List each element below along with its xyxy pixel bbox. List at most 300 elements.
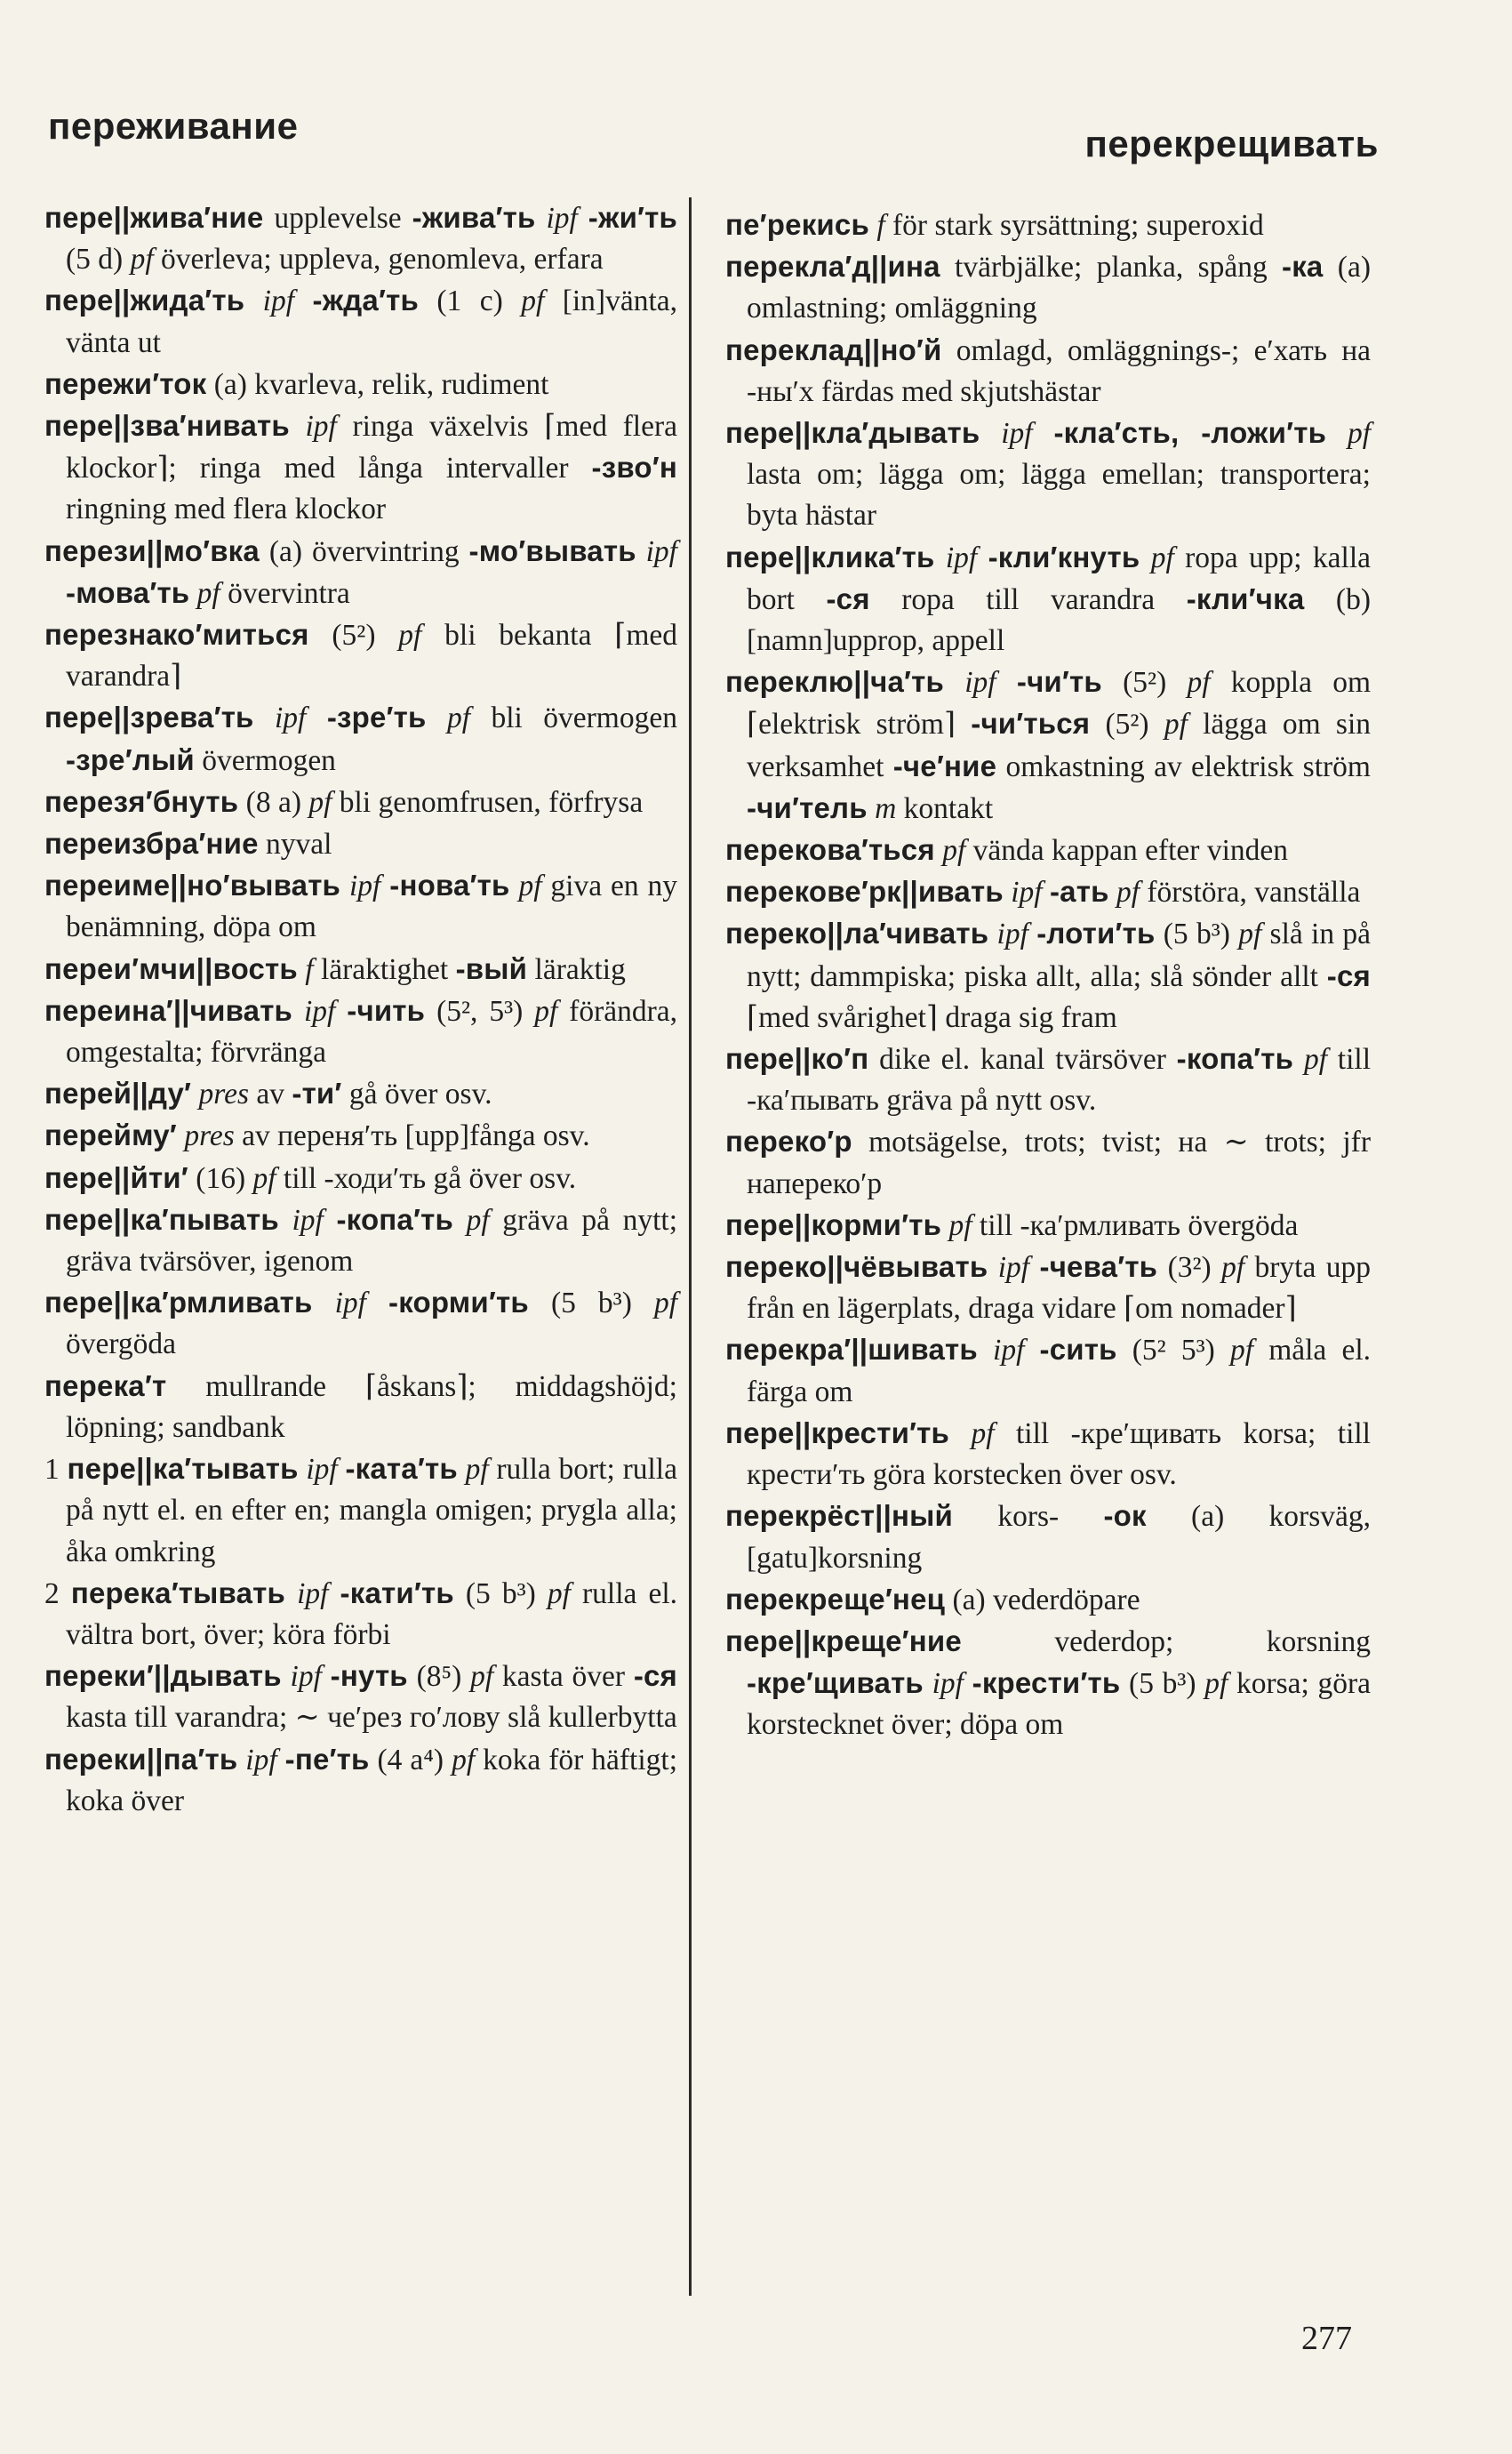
grammar-label: pf xyxy=(470,1660,494,1694)
headword: переи′мчи||вость xyxy=(44,951,298,985)
subentry-form: -мова′ть xyxy=(66,575,190,609)
headword: пере||йти′ xyxy=(44,1160,188,1194)
definition-text: (5 b³) xyxy=(1155,918,1239,951)
headword: переклю||ча′ть xyxy=(725,665,944,699)
dictionary-entry xyxy=(725,1205,1371,1247)
grammar-label: pf xyxy=(130,243,154,277)
definition-text xyxy=(328,1577,340,1610)
headword: переиме||но′вывать xyxy=(44,869,341,902)
subentry-form: -кли′кнуть xyxy=(988,540,1140,573)
dictionary-entry xyxy=(725,1329,1371,1412)
subentry-form: -корми′ть xyxy=(388,1286,529,1319)
grammar-label: pf xyxy=(1221,1251,1245,1285)
headword: переки||па′ть xyxy=(44,1742,238,1776)
definition-text xyxy=(1024,1334,1039,1367)
dictionary-entry xyxy=(44,1448,677,1573)
definition-text: kasta till varandra; ∼ че′рез го′лову slå kullerbytta xyxy=(66,1701,677,1735)
grammar-label: ipf xyxy=(997,1251,1030,1285)
definition-text: läraktighet xyxy=(313,952,456,986)
subentry-form: -ся xyxy=(1326,958,1371,992)
headword: пере||корми′ть xyxy=(725,1207,942,1241)
grammar-label: pf xyxy=(971,1416,995,1450)
grammar-label: pf xyxy=(196,576,220,610)
subentry-form: -ся xyxy=(633,1659,678,1693)
definition-text xyxy=(1033,417,1054,450)
dictionary-entry xyxy=(44,1366,677,1448)
grammar-label: pf xyxy=(521,285,545,318)
dictionary-entry xyxy=(44,697,677,781)
headword: перезнако′миться xyxy=(44,618,309,652)
grammar-label: pf xyxy=(252,1161,276,1195)
grammar-label: ipf xyxy=(292,1203,324,1237)
definition-text xyxy=(988,918,996,950)
dictionary-entry xyxy=(725,913,1371,1039)
definition-text: (5 b³) xyxy=(453,1576,548,1610)
grammar-label: pf xyxy=(1116,876,1140,910)
definition-text: bli bekanta ⌈med varandra⌉ xyxy=(66,619,677,694)
definition-text xyxy=(244,285,262,317)
dictionary-entry xyxy=(44,280,677,363)
dictionary-entry xyxy=(44,405,677,531)
definition-text xyxy=(1029,1251,1039,1284)
headword: перезя′бнуть xyxy=(44,784,239,818)
dictionary-entry xyxy=(725,1621,1371,1746)
headword: перекова′ться xyxy=(725,833,935,867)
definition-text: övervintra xyxy=(220,576,350,610)
definition-text xyxy=(988,1251,997,1284)
headword: пере||клика′ть xyxy=(725,540,935,573)
definition-text: motsägelse, trots; tvist; на ∼ trots; jfr наперeко′р xyxy=(747,1126,1371,1200)
dictionary-entry xyxy=(44,1573,677,1656)
subentry-form: -копа′ть xyxy=(1176,1042,1294,1076)
grammar-label: pf xyxy=(398,619,422,653)
definition-text xyxy=(285,1577,297,1610)
grammar-label: pf xyxy=(1204,1667,1228,1701)
dictionary-entry xyxy=(44,1282,677,1365)
grammar-label: ipf xyxy=(1011,876,1043,910)
subentry-form: -ти′ xyxy=(292,1077,342,1111)
definition-text: (5², 5³) xyxy=(425,994,535,1028)
definition-text: (16) xyxy=(188,1161,253,1195)
definition-text: mullrande ⌈åskans⌉; middagshöjd; löpning; sandbank xyxy=(66,1369,677,1444)
headword: перези||мо′вка xyxy=(44,533,260,567)
headword: пере||зрева′ть xyxy=(44,701,254,734)
grammar-label: ipf xyxy=(245,1743,277,1776)
definition-text xyxy=(277,1744,285,1776)
definition-text: (5²) xyxy=(308,619,399,653)
dictionary-entry xyxy=(44,949,677,990)
grammar-label: pf xyxy=(1164,708,1188,742)
definition-text: (a) vederdöpare xyxy=(945,1583,1140,1616)
dictionary-entry xyxy=(725,662,1371,830)
dictionary-entry xyxy=(725,413,1371,537)
definition-text: överleva; uppleva, genomleva, erfara xyxy=(153,243,604,277)
headword: перей||ду′ xyxy=(44,1077,192,1111)
grammar-label: pf xyxy=(1238,918,1262,951)
subentry-form: -жива′ть xyxy=(412,201,536,234)
column-divider xyxy=(689,197,692,2296)
definition-text: av xyxy=(249,1078,292,1111)
subentry-form: -вый xyxy=(455,951,528,985)
definition-text: (8⁵) xyxy=(407,1660,471,1694)
headword: перекове′рк||ивать xyxy=(725,875,1004,909)
dictionary-entry xyxy=(44,782,677,823)
definition-text: koppla om ⌈elektrisk ström⌉ xyxy=(747,666,1372,742)
dictionary-entry xyxy=(44,1073,677,1115)
headword: пере||креще′ние xyxy=(725,1624,962,1657)
subentry-form: -чить xyxy=(347,993,426,1027)
definition-text: till -ка′пывать gräva på nytt osv. xyxy=(747,1043,1372,1118)
grammar-label: ipf xyxy=(546,202,578,235)
definition-text: (a) omlastning; omläggning xyxy=(747,251,1371,325)
subentry-form: -ать xyxy=(1049,875,1109,909)
headword: пере||крести′ть xyxy=(725,1415,950,1449)
definition-text: vända kappan efter vinden xyxy=(965,834,1289,868)
definition-text: (b) [namn]upprop, appell xyxy=(747,582,1371,658)
definition-text: övergöda xyxy=(66,1327,177,1361)
definition-text: (5 d) xyxy=(66,243,131,277)
grammar-label: pf xyxy=(653,1287,678,1320)
subentry-form: -чи′тель xyxy=(747,790,868,824)
definition-text: (a) övervintring xyxy=(259,534,469,568)
definition-text: bryta upp från en lägerplats, draga vidare ⌈om nomader⌉ xyxy=(747,1251,1371,1326)
definition-text xyxy=(1140,541,1150,574)
definition-text xyxy=(290,410,306,443)
grammar-label: ipf xyxy=(297,1576,329,1610)
definition-text xyxy=(977,541,988,574)
definition-text: omkastning av elektrisk ström xyxy=(996,750,1371,783)
definition-text: måla el. färga om xyxy=(747,1334,1372,1408)
definition-text xyxy=(935,834,942,867)
dictionary-entry xyxy=(44,364,677,405)
dictionary-entry xyxy=(44,1739,677,1822)
definition-text xyxy=(189,577,196,610)
subentry-form: -ся xyxy=(826,581,870,615)
headword: перекра′||шивать xyxy=(725,1333,978,1367)
definition-text: (5²) xyxy=(1090,708,1164,742)
definition-text: till -кре′щивать korsa; till кpести′ть göra korstecken över osv. xyxy=(747,1416,1371,1492)
dictionary-entry xyxy=(44,614,677,697)
grammar-label: pres xyxy=(198,1078,249,1111)
definition-text xyxy=(1293,1043,1304,1076)
definition-text: av переня′ть [upp]fånga osv. xyxy=(234,1119,590,1153)
definition-text: (5² 5³) xyxy=(1116,1334,1230,1367)
dictionary-entry xyxy=(44,531,677,614)
subentry-form: -кре′щивать xyxy=(747,1666,924,1700)
definition-text: gå över osv. xyxy=(341,1078,492,1111)
grammar-label: pf xyxy=(942,834,966,868)
grammar-label: pf xyxy=(1187,666,1211,700)
dictionary-entry xyxy=(44,1656,677,1738)
definition-text: bli genomfrusen, förfrysa xyxy=(332,785,644,819)
definition-text xyxy=(1028,918,1036,950)
grammar-label: pf xyxy=(547,1576,571,1610)
dictionary-entry xyxy=(725,330,1371,413)
page-number: 277 xyxy=(1301,2320,1352,2357)
definition-text xyxy=(294,285,312,317)
definition-text xyxy=(427,702,447,734)
grammar-label: ipf xyxy=(290,1660,322,1694)
headword: переко′р xyxy=(725,1125,852,1159)
definition-text: till -ходи′ть gå över osv. xyxy=(276,1161,577,1195)
right-column xyxy=(725,204,1371,1746)
headword: переина′||чивать xyxy=(44,993,293,1027)
definition-text xyxy=(510,870,519,902)
definition-text: rulla bort; rulla på nytt el. en efter en; mangla omigen; prygla alla; åka omkring xyxy=(66,1453,677,1568)
grammar-label: ipf xyxy=(275,702,307,735)
headword: переко||чёвывать xyxy=(725,1250,988,1284)
definition-text: (a) korsväg, [gatu]korsning xyxy=(747,1500,1371,1575)
running-head-left: переживание xyxy=(48,105,299,147)
subentry-form: -чи′ть xyxy=(1016,665,1102,699)
subentry-form: -кати′ть xyxy=(340,1576,454,1609)
definition-text xyxy=(949,1417,971,1450)
definition-text: [in]vänta, vänta ut xyxy=(66,285,678,359)
definition-text xyxy=(237,1744,245,1776)
definition-text: förändra, omgestalta; förvränga xyxy=(66,994,677,1070)
headword: перека′тывать xyxy=(70,1576,286,1609)
grammar-label: ipf xyxy=(334,1287,366,1320)
definition-text xyxy=(254,702,275,734)
definition-text xyxy=(191,1078,198,1111)
definition-text: lasta om; lägga om; lägga emellan; transportera; byta hästar xyxy=(747,458,1371,533)
grammar-label: ipf xyxy=(993,1334,1025,1367)
headword: пере||ка′тывать xyxy=(67,1452,299,1486)
subentry-form: -жи′ть xyxy=(588,201,678,234)
definition-text xyxy=(306,702,326,734)
definition-text: förstöra, vanställa xyxy=(1140,876,1361,910)
subentry-form: -копа′ть xyxy=(336,1202,453,1236)
subentry-form: -че′ние xyxy=(892,749,997,782)
headword: пере||ко′п xyxy=(725,1042,869,1076)
headword: перекреще′нец xyxy=(725,1582,946,1616)
grammar-label: pf xyxy=(308,785,332,819)
dictionary-entry xyxy=(44,990,677,1073)
definition-text: slå in på nytt; dammpiska; piska allt, alla; slå sönder allt xyxy=(747,918,1372,993)
definition-text: kors- xyxy=(953,1500,1104,1534)
grammar-label: ipf xyxy=(262,285,295,318)
definition-text xyxy=(964,1667,972,1700)
definition-text xyxy=(312,1287,334,1319)
definition-text: (3²) xyxy=(1157,1251,1222,1285)
definition-text xyxy=(1043,876,1050,909)
headword: пере||ка′рмливать xyxy=(44,1286,313,1319)
grammar-label: m xyxy=(875,791,897,825)
headword: переклад||но′й xyxy=(725,333,942,366)
grammar-label: pf xyxy=(518,870,542,903)
subentry-form: -лоти′ть xyxy=(1036,917,1156,950)
dictionary-entry xyxy=(725,246,1371,329)
definition-text: nyval xyxy=(258,828,332,862)
subentry-form: -зре′лый xyxy=(66,742,195,776)
headword: перекла′д||ина xyxy=(725,250,940,284)
dictionary-entry xyxy=(725,830,1371,871)
definition-text: dike el. kanal tvärsöver xyxy=(868,1043,1177,1077)
dictionary-entry xyxy=(44,1115,677,1157)
subentry-form: -ок xyxy=(1103,1499,1147,1533)
definition-text xyxy=(636,535,646,568)
definition-text xyxy=(279,1204,292,1237)
definition-text: lägga om sin verksamhet xyxy=(747,708,1372,783)
definition-text: bli övermogen xyxy=(470,702,677,735)
definition-text xyxy=(535,202,546,235)
definition-text xyxy=(578,202,588,235)
grammar-label: pres xyxy=(184,1119,235,1153)
grammar-label: ipf xyxy=(645,534,677,568)
grammar-label: ipf xyxy=(996,918,1028,951)
definition-text: till -ка′рмливать övergöda xyxy=(972,1208,1299,1242)
dictionary-entry xyxy=(44,197,677,280)
dictionary-entry xyxy=(725,1121,1371,1204)
subentry-form: -пе′ть xyxy=(284,1742,370,1776)
definition-text: rulla el. vältra bort, över; köra förbi xyxy=(66,1576,678,1651)
headword: пере||кла′дывать xyxy=(725,416,980,450)
grammar-label: ipf xyxy=(945,541,978,574)
grammar-label: pf xyxy=(1229,1334,1254,1367)
dictionary-entry xyxy=(725,1413,1371,1496)
definition-text xyxy=(335,995,347,1028)
dictionary-entry xyxy=(725,1579,1371,1621)
headword: пережи′ток xyxy=(44,366,207,400)
dictionary-entry xyxy=(725,1039,1371,1121)
definition-text xyxy=(324,1204,337,1237)
definition-text: ropa till varandra xyxy=(869,582,1187,616)
grammar-label: pf xyxy=(1150,541,1174,574)
grammar-label: ipf xyxy=(964,666,996,700)
definition-text: (5 b³) xyxy=(1120,1667,1205,1701)
grammar-label: pf xyxy=(534,994,558,1028)
headword: пере||ка′пывать xyxy=(44,1202,279,1236)
definition-text xyxy=(868,792,875,825)
definition-text xyxy=(996,666,1017,699)
definition-text: (1 c) xyxy=(418,285,522,318)
definition-text: kasta över xyxy=(493,1660,634,1694)
subentry-form: -мо′вывать xyxy=(468,533,636,567)
definition-text xyxy=(980,417,1001,450)
definition-text xyxy=(1326,417,1348,450)
subentry-form: -зво′н xyxy=(591,451,677,485)
subentry-form: -ката′ть xyxy=(345,1452,458,1486)
headword: перейму′ xyxy=(44,1119,177,1152)
grammar-label: ipf xyxy=(306,1453,338,1487)
definition-text: ropa upp; kalla bort xyxy=(747,541,1372,616)
definition-text: (8 a) xyxy=(238,785,309,819)
definition-text: omlagd, omläggnings-; е′хать на -ны′х färdas med skjutshästar xyxy=(747,333,1371,408)
definition-text: övermogen xyxy=(194,743,336,777)
definition-text xyxy=(924,1667,932,1700)
grammar-label: pf xyxy=(948,1208,972,1242)
subentry-form: -нова′ть xyxy=(389,869,510,902)
definition-text: kontakt xyxy=(896,791,994,825)
definition-text xyxy=(340,870,349,902)
definition-text: 2 xyxy=(44,1576,71,1610)
definition-text xyxy=(322,1660,331,1693)
subentry-form: -крести′ть xyxy=(972,1666,1121,1700)
grammar-label: ipf xyxy=(305,410,337,444)
definition-text: korsa; göra korstecknet över; döpa om xyxy=(747,1667,1372,1742)
definition-text: 1 xyxy=(44,1453,68,1487)
dictionary-entry xyxy=(725,871,1371,913)
dictionary-entry xyxy=(44,823,677,865)
definition-text: för stark syrsättning; superoxid xyxy=(884,209,1264,242)
grammar-label: ipf xyxy=(932,1667,964,1701)
left-column xyxy=(44,197,677,1822)
definition-text: tvärbjälke; planka, spång xyxy=(940,251,1283,285)
headword: перека′т xyxy=(44,1368,167,1402)
dictionary-entry xyxy=(725,204,1371,246)
definition-text xyxy=(366,1287,388,1319)
dictionary-entry xyxy=(725,1247,1371,1329)
definition-text: (5²) xyxy=(1101,666,1188,700)
definition-text xyxy=(299,1453,307,1486)
definition-text xyxy=(453,1204,467,1237)
definition-text: vederdop; korsning xyxy=(961,1624,1371,1658)
definition-text: läraktig xyxy=(527,952,626,986)
definition-text xyxy=(282,1660,291,1693)
definition-text xyxy=(1109,876,1116,909)
definition-text: ringning med flera klockor xyxy=(66,493,387,526)
definition-text xyxy=(380,870,389,902)
grammar-label: pf xyxy=(466,1203,490,1237)
definition-text: gräva på nytt; gräva tvärsöver, igenom xyxy=(66,1203,678,1279)
subentry-form: -кли′чка xyxy=(1186,581,1305,615)
definition-text xyxy=(934,541,945,574)
definition-text: (a) kvarleva, relik, rudiment xyxy=(206,367,549,401)
grammar-label: ipf xyxy=(1001,417,1033,451)
dictionary-entry xyxy=(44,865,677,948)
subentry-form: -зре′ть xyxy=(326,701,427,734)
headword: переки′||дывать xyxy=(44,1659,282,1693)
headword: перекрёст||ный xyxy=(725,1499,954,1533)
grammar-label: f xyxy=(305,952,314,986)
subentry-form: -ка xyxy=(1282,250,1324,284)
grammar-label: f xyxy=(876,209,885,242)
subentry-form: -чева′ть xyxy=(1039,1250,1158,1284)
grammar-label: ipf xyxy=(348,870,381,903)
definition-text: giva en ny benämning, döpa om xyxy=(66,870,678,944)
grammar-label: ipf xyxy=(303,994,336,1028)
subentry-form: -сить xyxy=(1039,1333,1117,1367)
dictionary-entry xyxy=(44,1199,677,1282)
headword: переко||ла′чивать xyxy=(725,917,989,950)
subentry-form: -кла′сть, -ложи′ть xyxy=(1053,416,1327,450)
headword: переизбра′ние xyxy=(44,827,259,861)
running-head-right: перекрещивать xyxy=(1084,123,1379,164)
dictionary-entry xyxy=(725,537,1371,662)
definition-text xyxy=(458,1453,466,1486)
headword: пере||жива′ние xyxy=(44,201,264,234)
definition-text xyxy=(978,1334,993,1367)
subentry-form: -нуть xyxy=(330,1659,408,1693)
definition-text xyxy=(292,995,304,1028)
definition-text: ⌈med svårighet⌉ draga sig fram xyxy=(747,1000,1117,1034)
subentry-form: -чи′ться xyxy=(971,707,1091,741)
subentry-form: -жда′ть xyxy=(312,284,419,317)
definition-text: (5 b³) xyxy=(528,1287,654,1320)
dictionary-entry xyxy=(725,1496,1371,1578)
headword: пере||жида′ть xyxy=(44,284,245,317)
definition-text: ringa växelvis ⌈med flera klockor⌉; ringa med långa intervaller xyxy=(66,410,677,485)
definition-text xyxy=(1004,876,1011,909)
grammar-label: pf xyxy=(452,1743,476,1776)
definition-text: koka för häftigt; koka över xyxy=(66,1743,678,1817)
definition-text: (4 a⁴) xyxy=(369,1743,452,1776)
headword: пе′рекись xyxy=(725,208,869,241)
definition-text: upplevelse xyxy=(263,202,412,235)
grammar-label: pf xyxy=(465,1453,489,1487)
grammar-label: pf xyxy=(1347,417,1371,451)
definition-text xyxy=(944,666,964,699)
